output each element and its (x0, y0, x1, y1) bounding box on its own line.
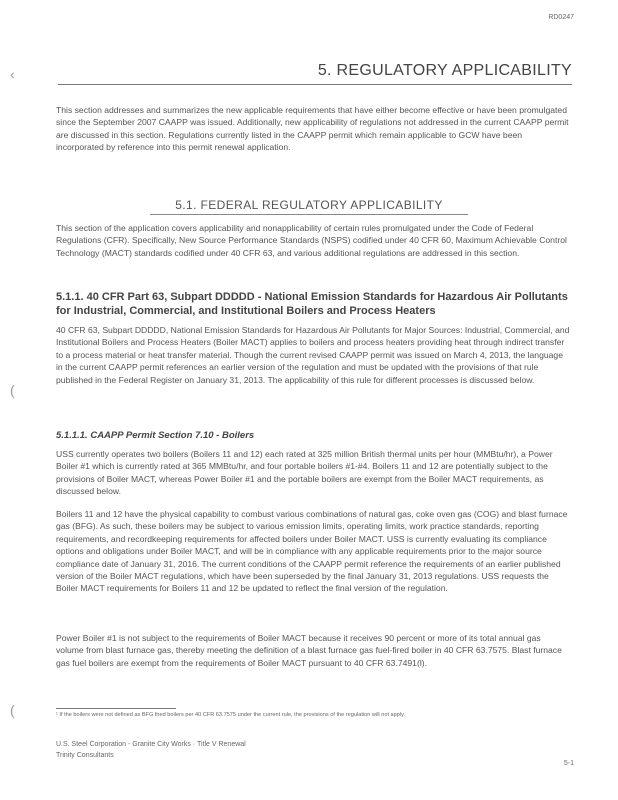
intro-paragraph: This section addresses and summarizes the new applicable requirements that have either become effective or have been promulgated since the September 2007 CAAPP was issued. Additionally, new applicability of regulations not addressed in the current CAAPP permit are discussed in this section. Regulations currently listed in the CAAPP permit which remain applicable to GCW have been incorporated by reference into this permit renewal application. (56, 105, 569, 153)
binding-mark-bottom: ( (10, 702, 15, 718)
footnote: ¹ If the boilers were not defined as BFG fired boilers per 40 CFR 63.7575 under the current rule, the provisions of the regulation will not apply. (56, 712, 406, 718)
footer-line-1: U.S. Steel Corporation - Granite City Works · Title V Renewal (56, 741, 246, 748)
ddddd-paragraph: 40 CFR 63, Subpart DDDDD, National Emission Standards for Hazardous Air Pollutants for Major Sources: Industrial, Commercial, and Institutional Boilers and Process Heaters (Boiler MACT) applies to boilers and process heaters providing heat through indirect transfer to a process material or heat transfer material. Though the current revised CAAPP permit was issued on March 4, 2013, the language in the current CAAPP permit references an earlier version of the regulation and must be updated with the provisions of that rule published in the Federal Register on January 31, 2013. The applicability of this rule for different processes is discussed below. (56, 325, 570, 385)
subsection-title-rule (150, 214, 468, 215)
subsection-title: 5.1. FEDERAL REGULATORY APPLICABILITY (175, 198, 443, 212)
page-number: 5-1 (563, 760, 574, 767)
section-title: 5. REGULATORY APPLICABILITY (317, 62, 572, 79)
subsection-intro-paragraph: This section of the application covers applicability and nonapplicability of certain rules promulgated under the Code of Federal Regulations (CFR). Specifically, New Source Performance Standards (NSPS) codified under 40 CFR 60, Maximum Achievable Control Technology (MACT) standards codified under 40 CFR 63, and various additional regulations are addressed in this section. (56, 223, 567, 258)
heading-subpart-ddddd: 5.1.1. 40 CFR Part 63, Subpart DDDDD - National Emission Standards for Hazardous Air Pollutants for Industrial, Commercial, and Institutional Boilers and Process Heaters (56, 291, 568, 317)
binding-mark-top: ‹ (10, 66, 15, 82)
footnote-rule (56, 708, 176, 709)
boilers-paragraph-3: Power Boiler #1 is not subject to the requirements of Boiler MACT because it receives 90 percent or more of its total annual gas volume from blast furnace gas, thereby meeting the definition of a blast furnace gas fuel-fired boiler in 40 CFR 63.7575. Blast furnace gas fuel boilers are exempt from the requirements of Boiler MACT pursuant to 40 CFR 63.7491(l). (56, 633, 562, 668)
boilers-paragraph-2: Boilers 11 and 12 have the physical capability to combust various combinations of natural gas, coke oven gas (COG) and blast furnace gas (BFG). As such, these boilers may be subject to various emission limits, operating limits, work practice standards, reporting requirements, and recordkeeping requirements for affected boilers under Boiler MACT. USS is currently evaluating its compliance options and obligations under Boiler MACT, and will be in compliance with any applicable requirements prior to the major source compliance date of January 31, 2016. The current conditions of the CAAPP permit reference the requirements of an earlier published version of the Boiler MACT regulations, which have been superseded by the final January 31, 2013 regulations. USS requests the Boiler MACT requirements for Boilers 11 and 12 be updated to reflect the final version of the regulation. (56, 509, 568, 594)
heading-boilers: 5.1.1.1. CAAPP Permit Section 7.10 - Boilers (56, 430, 255, 441)
boilers-paragraph-1: USS currently operates two boilers (Boilers 11 and 12) each rated at 325 million British thermal units per hour (MMBtu/hr), a Power Boiler #1 which is currently rated at 365 MMBtu/hr, and four portable boilers #1-#4. Boilers 11 and 12 are potentially subject to the provisions of Boiler MACT, whereas Power Boiler #1 and the portable boilers are exempt from the Boiler MACT requirements, as discussed below. (56, 449, 553, 497)
binding-mark-middle: ( (10, 382, 15, 398)
document-code: RD0247 (548, 14, 574, 21)
footer-line-2: Trinity Consultants (56, 752, 114, 759)
section-title-rule (58, 84, 572, 85)
